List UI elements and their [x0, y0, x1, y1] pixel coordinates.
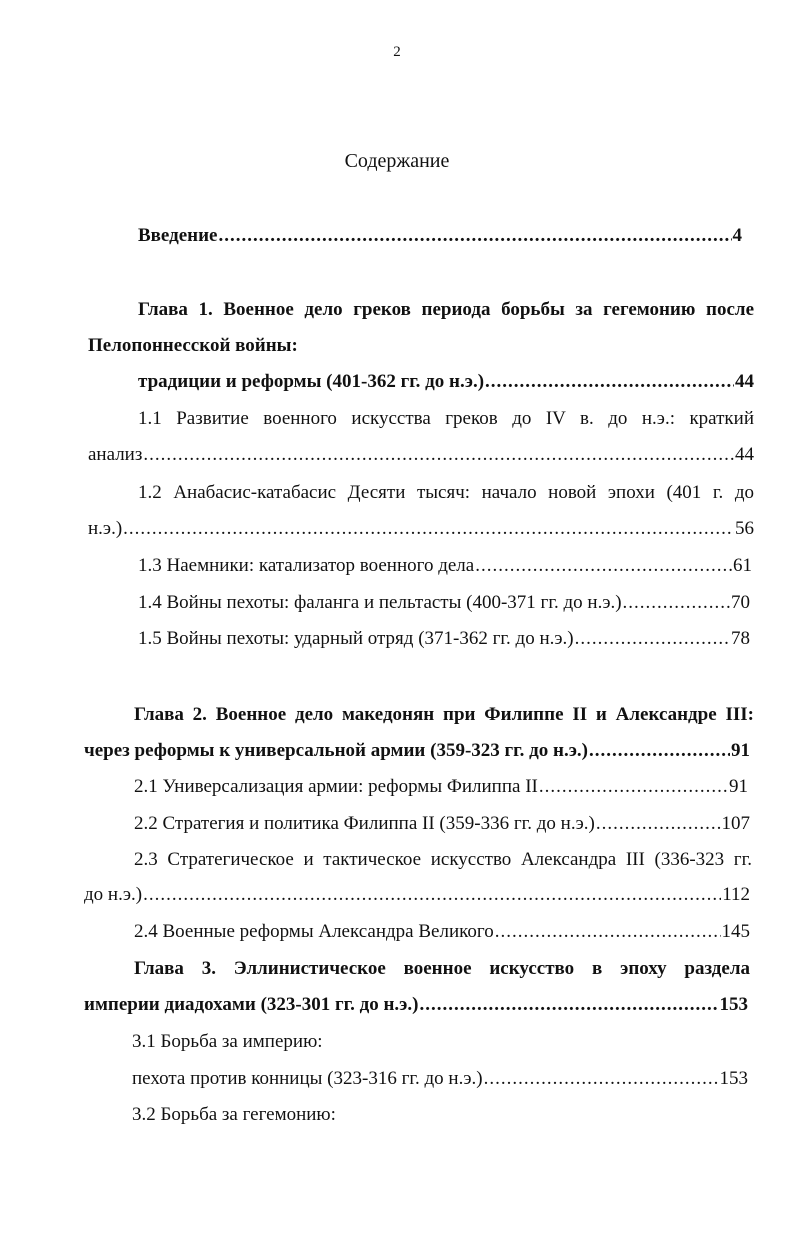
dot-leader	[475, 551, 732, 581]
entry-page: 153	[719, 1068, 748, 1089]
toc-entry-chapter-3[interactable]	[84, 990, 748, 1020]
toc-entry-section-2-4[interactable]	[134, 917, 750, 947]
section-1-1-line-1: 1.1 Развитие военного искусства греков до IV в. до н.э.: краткий	[138, 408, 754, 429]
dot-leader	[575, 624, 730, 654]
toc-entry-section-3-1[interactable]	[132, 1064, 748, 1094]
dot-leader	[623, 588, 730, 618]
toc-entry-introduction[interactable]	[138, 221, 742, 251]
entry-page: 78	[731, 628, 750, 649]
entry-title: н.э.)	[88, 518, 123, 539]
dot-leader	[485, 367, 734, 397]
entry-title: Введение	[138, 225, 218, 246]
entry-page: 145	[721, 921, 750, 942]
toc-entry-chapter-1[interactable]	[138, 367, 754, 397]
entry-title: 1.5 Войны пехоты: ударный отряд (371-362 гг. до н.э.)	[138, 628, 574, 649]
entry-title: империи диадохами (323-301 гг. до н.э.)	[84, 994, 419, 1015]
toc-entry-section-2-2[interactable]	[134, 809, 750, 839]
section-3-2-line-1: 3.2 Борьба за гегемонию:	[132, 1104, 336, 1125]
entry-title: традиции и реформы (401-362 гг. до н.э.)	[138, 371, 485, 392]
entry-page: 91	[729, 776, 748, 797]
entry-page: 107	[721, 813, 750, 834]
chapter-1-title-line-1: Глава 1. Военное дело греков периода борьбы за гегемонию после	[138, 299, 754, 320]
toc-entry-section-1-5[interactable]	[138, 624, 750, 654]
entry-page: 44	[735, 371, 754, 392]
dot-leader	[143, 440, 734, 470]
entry-title: анализ	[88, 444, 143, 465]
dot-leader	[143, 880, 721, 910]
toc-entry-section-1-1[interactable]	[88, 440, 754, 470]
entry-page: 61	[733, 555, 752, 576]
dot-leader	[589, 736, 730, 766]
entry-title: через реформы к универсальной армии (359-323 гг. до н.э.)	[84, 740, 588, 761]
entry-page: 4	[732, 225, 742, 246]
dot-leader	[596, 809, 721, 839]
section-2-3-line-1: 2.3 Стратегическое и тактическое искусство Александра III (336-323 гг.	[134, 849, 752, 870]
entry-title: 2.1 Универсализация армии: реформы Филиппа II	[134, 776, 538, 797]
entry-page: 112	[722, 884, 750, 905]
toc-entry-section-2-1[interactable]	[134, 772, 748, 802]
toc-entry-section-1-4[interactable]	[138, 588, 750, 618]
toc-heading: Содержание	[344, 150, 450, 172]
toc-entry-chapter-2[interactable]	[84, 736, 750, 766]
dot-leader	[539, 772, 728, 802]
toc-entry-section-1-2[interactable]	[88, 514, 754, 544]
chapter-3-title-line-1: Глава 3. Эллинистическое военное искусство в эпоху раздела	[134, 958, 750, 979]
section-1-2-line-1: 1.2 Анабасис-катабасис Десяти тысяч: начало новой эпохи (401 г. до	[138, 482, 754, 503]
entry-page: 56	[735, 518, 754, 539]
dot-leader	[123, 514, 734, 544]
entry-title: до н.э.)	[84, 884, 143, 905]
entry-title: 1.4 Войны пехоты: фаланга и пельтасты (400-371 гг. до н.э.)	[138, 592, 622, 613]
toc-entry-section-1-3[interactable]	[138, 551, 752, 581]
entry-title: 1.3 Наемники: катализатор военного дела	[138, 555, 475, 576]
section-3-1-line-1: 3.1 Борьба за империю:	[132, 1031, 323, 1052]
dot-leader	[495, 917, 721, 947]
dot-leader	[419, 990, 718, 1020]
entry-page: 44	[735, 444, 754, 465]
entry-page: 153	[719, 994, 748, 1015]
dot-leader	[219, 221, 732, 251]
entry-page: 70	[731, 592, 750, 613]
page-number: 2	[393, 44, 401, 60]
dot-leader	[484, 1064, 719, 1094]
entry-title: пехота против конницы (323-316 гг. до н.э.)	[132, 1068, 483, 1089]
entry-page: 91	[731, 740, 750, 761]
entry-title: 2.4 Военные реформы Александра Великого	[134, 921, 494, 942]
toc-entry-section-2-3[interactable]	[84, 880, 750, 910]
entry-title: 2.2 Стратегия и политика Филиппа II (359-336 гг. до н.э.)	[134, 813, 595, 834]
chapter-2-title-line-1: Глава 2. Военное дело македонян при Филиппе II и Александре III:	[134, 704, 754, 725]
chapter-1-title-line-2: Пелопоннесской войны:	[88, 335, 298, 356]
